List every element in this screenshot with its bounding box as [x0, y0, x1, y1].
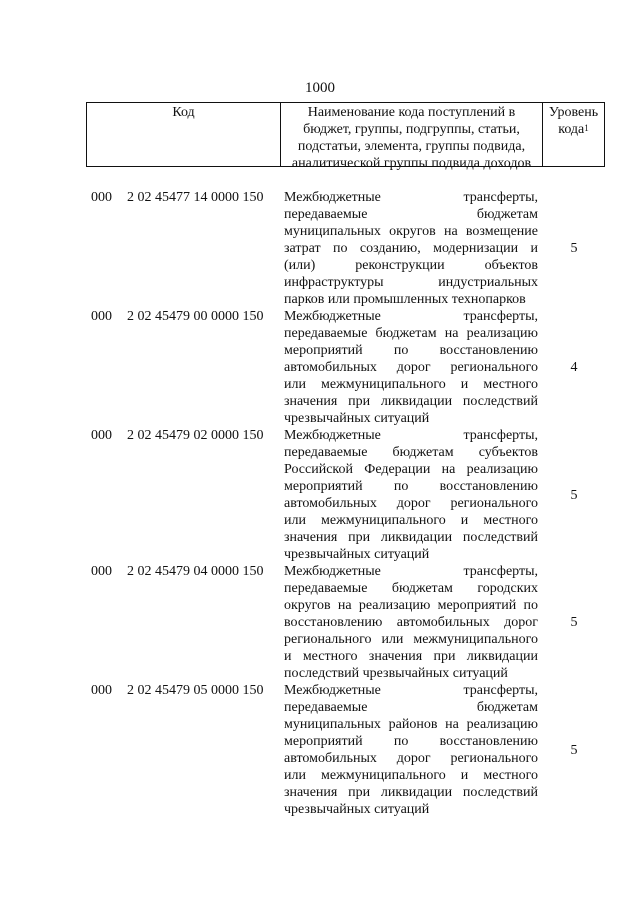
page-number: 1000	[305, 80, 335, 96]
row-description-line: Российской Федерации на реализацию	[284, 462, 538, 477]
row-description-line: (или) реконструкции объектов	[284, 258, 538, 273]
header-level-line2: кода	[558, 122, 585, 137]
header-level	[543, 103, 604, 166]
row-description-line: парков или промышленных технопарков	[284, 292, 526, 307]
row-description	[284, 308, 538, 427]
header-level-line1: Уровень	[548, 105, 599, 120]
row-description-line: Межбюджетные трансферты,	[284, 428, 538, 443]
row-admin-code: 000	[91, 190, 112, 205]
row-description	[284, 427, 538, 563]
row-description-line: восстановлению автомобильных дорог	[284, 615, 538, 630]
row-description-line: чрезвычайных ситуаций	[284, 411, 430, 426]
row-level: 5	[570, 743, 578, 758]
row-income-code: 2 02 45479 02 0000 150	[127, 428, 264, 443]
row-description-line: и местного значения при ликвидации	[284, 649, 538, 664]
row-income-code: 2 02 45479 05 0000 150	[127, 683, 264, 698]
row-income-code: 2 02 45477 14 0000 150	[127, 190, 264, 205]
row-level: 5	[570, 241, 578, 256]
row-description-line: значения при ликвидации последствий	[284, 394, 538, 409]
row-description-line: затрат по созданию, модернизации и	[284, 241, 538, 256]
row-description-line: автомобильных дорог регионального	[284, 360, 538, 375]
row-admin-code: 000	[91, 428, 112, 443]
row-description-line: Межбюджетные трансферты,	[284, 564, 538, 579]
row-description-line: округов на реализацию мероприятий по	[284, 598, 538, 613]
row-description-line: передаваемые бюджетам городских	[284, 581, 538, 596]
row-description-line: мероприятий по восстановлению	[284, 479, 538, 494]
row-description-line: Межбюджетные трансферты,	[284, 190, 538, 205]
row-description-line: последствий чрезвычайных ситуаций	[284, 666, 508, 681]
row-description-line: передаваемые бюджетам на реализацию	[284, 326, 538, 341]
row-description-line: муниципальных округов на возмещение	[284, 224, 538, 239]
row-income-code: 2 02 45479 00 0000 150	[127, 309, 264, 324]
header-name: Наименование кода поступлений в бюджет, группы, подгруппы, статьи, подстатьи, элемента, группы подвида, аналитической группы подвида доходов	[281, 103, 543, 166]
row-level: 4	[570, 360, 578, 375]
row-description-line: или межмуниципального и местного	[284, 768, 538, 783]
row-admin-code: 000	[91, 683, 112, 698]
header-level-footnote: 1	[584, 123, 589, 133]
row-description	[284, 682, 538, 818]
row-description-line: Межбюджетные трансферты,	[284, 309, 538, 324]
row-description-line: муниципальных районов на реализацию	[284, 717, 538, 732]
row-description-line: мероприятий по восстановлению	[284, 343, 538, 358]
row-description-line: или межмуниципального и местного	[284, 377, 538, 392]
row-description-line: или межмуниципального и местного	[284, 513, 538, 528]
table-header	[86, 102, 605, 171]
row-level: 5	[570, 488, 578, 503]
table-row	[0, 189, 640, 308]
table-row	[0, 563, 640, 682]
row-description-line: чрезвычайных ситуаций	[284, 547, 430, 562]
row-description	[284, 563, 538, 682]
row-level: 5	[570, 615, 578, 630]
header-code: Код	[87, 103, 281, 166]
table-row	[0, 427, 640, 563]
row-description-line: передаваемые бюджетам	[284, 700, 538, 715]
row-description-line: мероприятий по восстановлению	[284, 734, 538, 749]
row-admin-code: 000	[91, 564, 112, 579]
row-description-line: значения при ликвидации последствий	[284, 530, 538, 545]
row-description-line: регионального или межмуниципального	[284, 632, 538, 647]
row-description-line: инфраструктуры индустриальных	[284, 275, 538, 290]
row-description-line: автомобильных дорог регионального	[284, 496, 538, 511]
table-row	[0, 682, 640, 818]
row-admin-code: 000	[91, 309, 112, 324]
table-row	[0, 308, 640, 427]
row-description-line: Межбюджетные трансферты,	[284, 683, 538, 698]
row-description-line: чрезвычайных ситуаций	[284, 802, 430, 817]
row-description-line: значения при ликвидации последствий	[284, 785, 538, 800]
row-description-line: передаваемые бюджетам субъектов	[284, 445, 538, 460]
row-income-code: 2 02 45479 04 0000 150	[127, 564, 264, 579]
row-description	[284, 189, 538, 308]
row-description-line: автомобильных дорог регионального	[284, 751, 538, 766]
row-description-line: передаваемые бюджетам	[284, 207, 538, 222]
